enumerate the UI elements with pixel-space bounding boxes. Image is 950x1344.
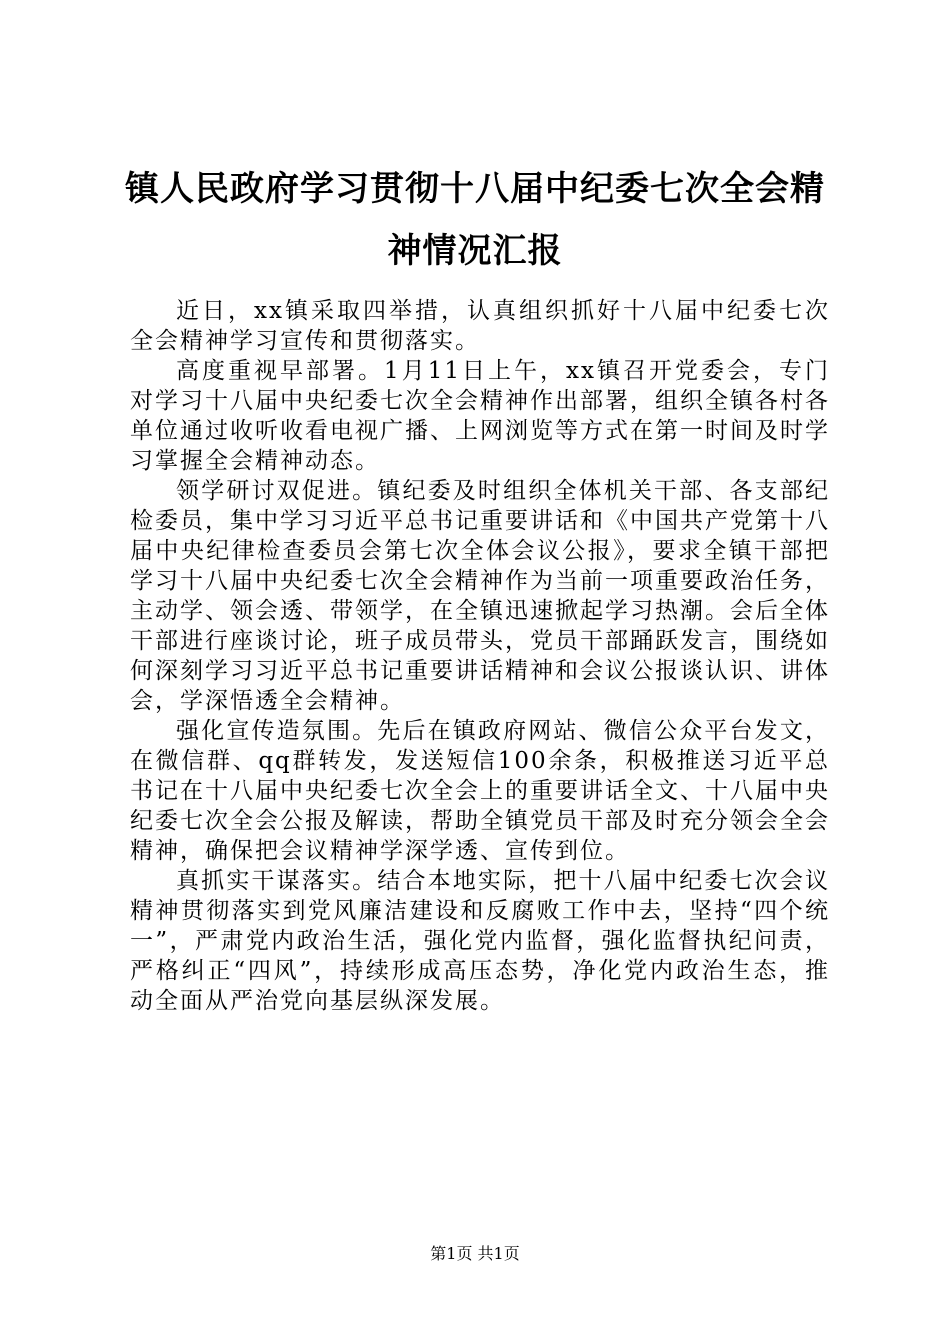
document-title: 镇人民政府学习贯彻十八届中纪委七次全会精神情况汇报 — [125, 169, 825, 271]
paragraph-deployment: 高度重视早部署。1月11日上午，xx镇召开党委会，专门对学习十八届中央纪委七次全会精神作出部署，组织全镇各村各单位通过收听收看电视广播、上网浏览等方式在第一时间及时学习掌握全会精神动态。 — [130, 358, 830, 474]
paragraph-intro: 近日，xx镇采取四举措，认真组织抓好十八届中纪委七次全会精神学习宣传和贯彻落实。 — [130, 298, 830, 354]
paragraph-study-discussion: 领学研讨双促进。镇纪委及时组织全体机关干部、各支部纪检委员，集中学习习近平总书记重要讲话和《中国共产党第十八届中央纪律检查委员会第七次全体会议公报》，要求全镇干部把学习十八届中央纪委七次全会精神作为当前一项重要政治任务，主动学、领会透、带领学，在全镇迅速掀起学习热潮。会后全体干部进行座谈讨论，班子成员带头，党员干部踊跃发言，围绕如何深刻学习习近平总书记重要讲话精神和会议公报谈认识、讲体会，学深悟透全会精神。 — [130, 478, 830, 714]
paragraph-implementation: 真抓实干谋落实。结合本地实际，把十八届中纪委七次会议精神贯彻落实到党风廉洁建设和反腐败工作中去，坚持“四个统一”，严肃党内政治生活，强化党内监督，强化监督执纪问责，严格纠正“四风”，持续形成高压态势，净化党内政治生态，推动全面从严治党向基层纵深发展。 — [130, 868, 830, 1014]
page-number-footer: 第1页 共1页 — [430, 1244, 520, 1263]
document-body — [130, 296, 830, 1016]
paragraph-publicity: 强化宣传造氛围。先后在镇政府网站、微信公众平台发文，在微信群、qq群转发，发送短信100余条，积极推送习近平总书记在十八届中央纪委七次全会上的重要讲话全文、十八届中央纪委七次全会公报及解读，帮助全镇党员干部及时充分领会全会精神，确保把会议精神学深学透、宣传到位。 — [130, 718, 830, 864]
